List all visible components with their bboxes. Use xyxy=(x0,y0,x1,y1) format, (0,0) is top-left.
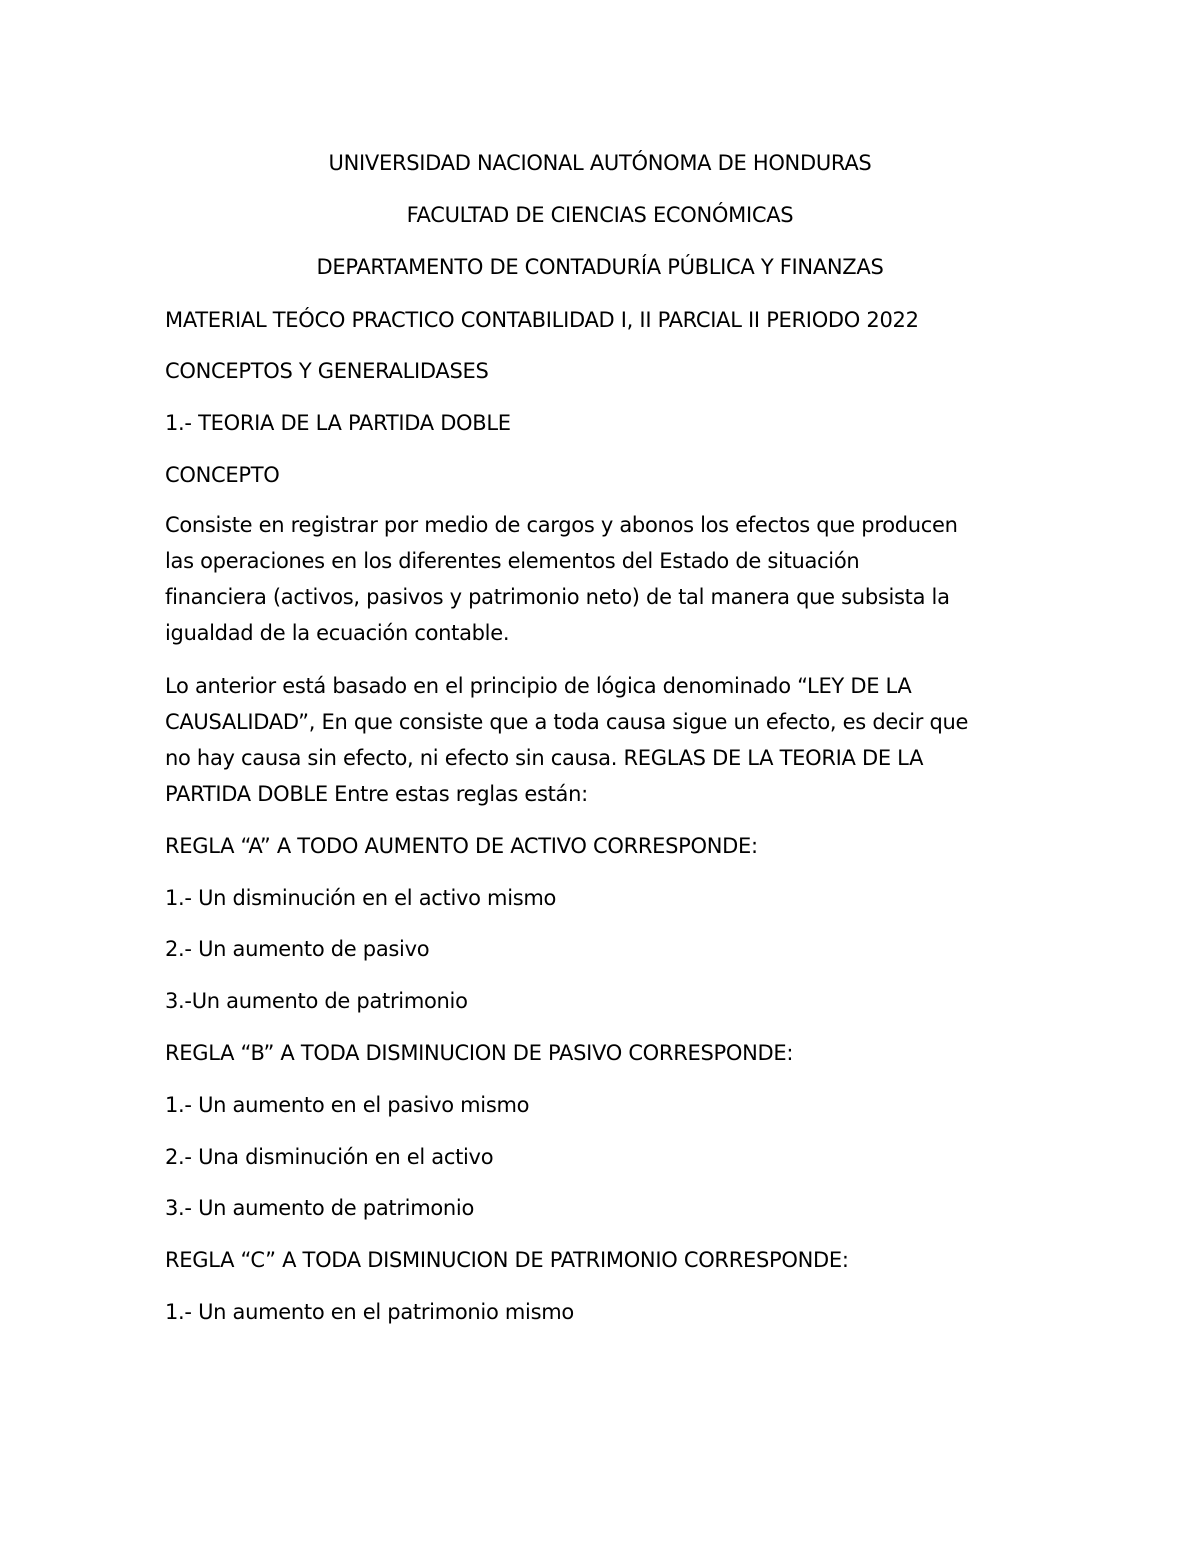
causality-line: PARTIDA DOBLE Entre estas reglas están: xyxy=(165,782,588,806)
rule-a-title: REGLA “A” A TODO AUMENTO DE ACTIVO CORRESPONDE: xyxy=(165,834,758,858)
department-heading: DEPARTAMENTO DE CONTADURÍA PÚBLICA Y FINANZAS xyxy=(316,255,884,279)
rule-a-item: 3.-Un aumento de patrimonio xyxy=(165,989,468,1013)
rule-c-item: 1.- Un aumento en el patrimonio mismo xyxy=(165,1300,574,1324)
faculty-heading: FACULTAD DE CIENCIAS ECONÓMICAS xyxy=(406,203,794,227)
material-title: MATERIAL TEÓCO PRACTICO CONTABILIDAD I, II PARCIAL II PERIODO 2022 xyxy=(165,308,919,332)
rule-b-item: 3.- Un aumento de patrimonio xyxy=(165,1196,474,1220)
causality-paragraph xyxy=(165,668,1045,812)
concept-paragraph xyxy=(165,507,1045,651)
rule-b-title: REGLA “B” A TODA DISMINUCION DE PASIVO CORRESPONDE: xyxy=(165,1041,794,1065)
concept-heading: CONCEPTO xyxy=(165,463,280,487)
university-heading: UNIVERSIDAD NACIONAL AUTÓNOMA DE HONDURAS xyxy=(328,151,872,175)
causality-line: CAUSALIDAD”, En que consiste que a toda causa sigue un efecto, es decir que xyxy=(165,710,969,734)
concept-line: igualdad de la ecuación contable. xyxy=(165,621,510,645)
rule-a-item: 1.- Un disminución en el activo mismo xyxy=(165,886,557,910)
rule-a-item: 2.- Un aumento de pasivo xyxy=(165,937,430,961)
section-title: CONCEPTOS Y GENERALIDASES xyxy=(165,359,489,383)
rule-b-item: 1.- Un aumento en el pasivo mismo xyxy=(165,1093,530,1117)
rule-b-item: 2.- Una disminución en el activo xyxy=(165,1145,494,1169)
concept-line: financiera (activos, pasivos y patrimonio neto) de tal manera que subsista la xyxy=(165,585,950,609)
topic-title: 1.- TEORIA DE LA PARTIDA DOBLE xyxy=(165,411,511,435)
causality-line: no hay causa sin efecto, ni efecto sin causa. REGLAS DE LA TEORIA DE LA xyxy=(165,746,924,770)
causality-line: Lo anterior está basado en el principio de lógica denominado “LEY DE LA xyxy=(165,674,912,698)
concept-line: Consiste en registrar por medio de cargos y abonos los efectos que producen xyxy=(165,513,958,537)
rule-c-title: REGLA “C” A TODA DISMINUCION DE PATRIMONIO CORRESPONDE: xyxy=(165,1248,849,1272)
concept-line: las operaciones en los diferentes elementos del Estado de situación xyxy=(165,549,860,573)
